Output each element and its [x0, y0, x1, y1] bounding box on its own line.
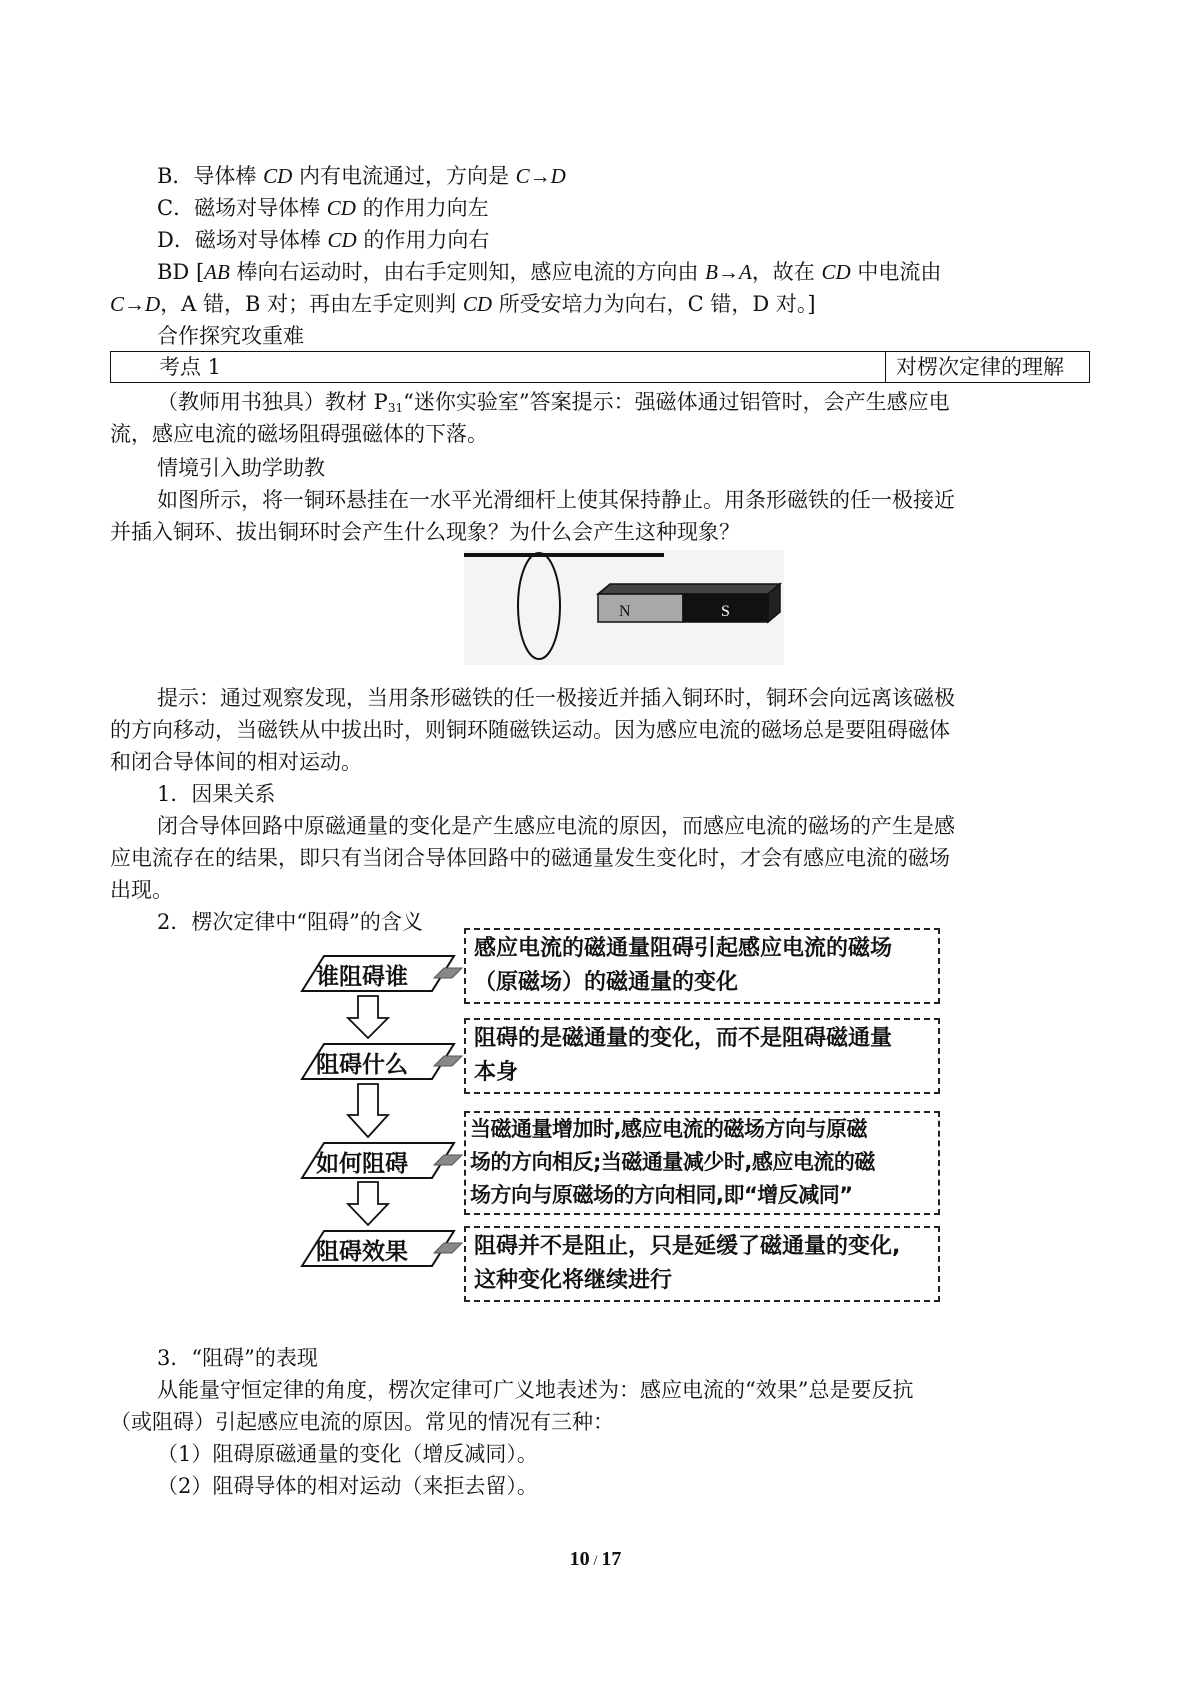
option-b-prefix: B．导体棒	[157, 164, 264, 188]
magnet-n-pole	[598, 594, 683, 622]
answer-text: BD [	[157, 260, 205, 284]
option-b	[157, 160, 1087, 192]
kaodian-table	[110, 351, 1090, 383]
step-label-3: 如何阻碍	[316, 1151, 408, 1177]
magnet-n-label: N	[619, 603, 631, 620]
answer-var: AB	[204, 260, 230, 284]
step-desc-2-line-2: 本身	[474, 1060, 519, 1085]
p3-heading: 3．“阻碍”的表现	[157, 1346, 318, 1370]
hint-line-2: 的方向移动，当磁铁从中拔出时，则铜环随磁铁运动。因为感应电流的磁场总是要阻碍磁体	[110, 718, 950, 742]
answer-text: ，A 错，B 对；再由左手定则判	[160, 292, 463, 316]
ring-magnet-figure	[464, 550, 784, 665]
down-arrow-icon	[348, 1084, 388, 1137]
option-d-var: CD	[327, 228, 357, 252]
page-current: 10	[569, 1548, 590, 1570]
step-desc-4	[464, 1226, 940, 1302]
magnet-s-label: S	[721, 603, 730, 620]
down-arrow-icon	[348, 1182, 388, 1225]
step-desc-3-line-1: 当磁通量增加时,感应电流的磁场方向与原磁	[470, 1117, 867, 1141]
teacher-note-sub: 31	[387, 401, 404, 415]
option-b-mid: 内有电流通过，方向是	[292, 164, 516, 188]
step-label-4: 阻碍效果	[316, 1239, 408, 1265]
situation-line-2: 并插入铜环、拔出铜环时会产生什么现象？为什么会产生这种现象？	[110, 520, 740, 544]
p1-line-2: 应电流存在的结果，即只有当闭合导体回路中的磁通量发生变化时，才会有感应电流的磁场	[110, 846, 950, 870]
rod	[464, 553, 664, 557]
p3-line-1: 从能量守恒定律的角度，楞次定律可广义地表述为：感应电流的“效果”总是要反抗	[157, 1378, 914, 1402]
option-c-suffix: 的作用力向左	[355, 196, 489, 220]
teacher-note-text: （教师用书独具）教材 P	[157, 390, 388, 414]
step-desc-1	[464, 928, 940, 1004]
situation-line-1: 如图所示，将一铜环悬挂在一水平光滑细杆上使其保持静止。用条形磁铁的任一极接近	[157, 488, 955, 512]
step-desc-4-line-1: 阻碍并不是阻止，只是延缓了磁通量的变化,	[474, 1234, 901, 1259]
step-desc-3	[464, 1111, 940, 1215]
option-d	[157, 224, 1087, 256]
page-number	[0, 1548, 1191, 1571]
p3-item-1: （1）阻碍原磁通量的变化（增反减同）。	[157, 1442, 538, 1466]
step-desc-2	[464, 1018, 940, 1094]
answer-text: 中电流由	[850, 260, 942, 284]
step-desc-1-line-1: 感应电流的磁通量阻碍引起感应电流的磁场	[474, 936, 893, 961]
answer-dir: C→D	[110, 292, 161, 316]
hint-line-1: 提示：通过观察发现，当用条形磁铁的任一极接近并插入铜环时，铜环会向远离该磁极	[157, 686, 955, 710]
step-desc-1-line-2: （原磁场）的磁通量的变化	[474, 970, 739, 995]
situation-heading: 情境引入助学助教	[157, 456, 325, 480]
p3-line-2: （或阻碍）引起感应电流的原因。常见的情况有三种：	[110, 1410, 614, 1434]
option-b-var: CD	[263, 164, 293, 188]
step-desc-4-line-2: 这种变化将继续进行	[474, 1268, 673, 1293]
kaodian-label: 考点 1	[111, 352, 886, 382]
answer-text: 所受安培力为向右，C 错，D 对。]	[492, 292, 816, 316]
answer-var: CD	[462, 292, 492, 316]
answer-line-1	[157, 256, 1087, 288]
page-total: 17	[601, 1548, 622, 1570]
step-desc-3-line-3: 场方向与原磁场的方向相同,即“增反减同”	[470, 1183, 853, 1207]
answer-dir: B→A	[705, 260, 752, 284]
magnet-top-face	[598, 584, 780, 594]
option-c-var: CD	[326, 196, 356, 220]
option-d-prefix: D．磁场对导体棒	[157, 228, 328, 252]
option-c	[157, 192, 1087, 224]
step-label-1: 谁阻碍谁	[316, 964, 408, 990]
p1-line-1: 闭合导体回路中原磁通量的变化是产生感应电流的原因，而感应电流的磁场的产生是感	[157, 814, 955, 838]
teacher-note-text: “迷你实验室”答案提示：强磁体通过铝管时，会产生感应电	[403, 390, 950, 414]
option-d-suffix: 的作用力向右	[356, 228, 490, 252]
option-c-prefix: C．磁场对导体棒	[157, 196, 327, 220]
p2-heading: 2．楞次定律中“阻碍”的含义	[157, 910, 423, 934]
section-heading: 合作探究攻重难	[157, 324, 304, 348]
teacher-note-line-2: 流，感应电流的磁场阻碍强磁体的下落。	[110, 422, 488, 446]
page-sep: /	[589, 1553, 602, 1569]
answer-var: CD	[821, 260, 851, 284]
answer-text: 棒向右运动时，由右手定则知，感应电流的方向由	[229, 260, 706, 284]
answer-text: ，故在	[751, 260, 822, 284]
flowchart	[284, 928, 964, 1318]
step-desc-2-line-1: 阻碍的是磁通量的变化，而不是阻碍磁通量	[474, 1026, 893, 1051]
p3-item-2: （2）阻碍导体的相对运动（来拒去留）。	[157, 1474, 538, 1498]
p1-heading: 1．因果关系	[157, 782, 276, 806]
step-desc-3-line-2: 场的方向相反;当磁通量减少时,感应电流的磁	[470, 1150, 875, 1174]
p1-line-3: 出现。	[110, 878, 173, 902]
kaodian-topic: 对楞次定律的理解	[896, 355, 1064, 379]
option-b-dir: C→D	[515, 164, 566, 188]
down-arrow-icon	[348, 996, 388, 1038]
answer-line-2	[110, 288, 1090, 320]
hint-line-3: 和闭合导体间的相对运动。	[110, 750, 362, 774]
step-label-2: 阻碍什么	[316, 1052, 408, 1078]
